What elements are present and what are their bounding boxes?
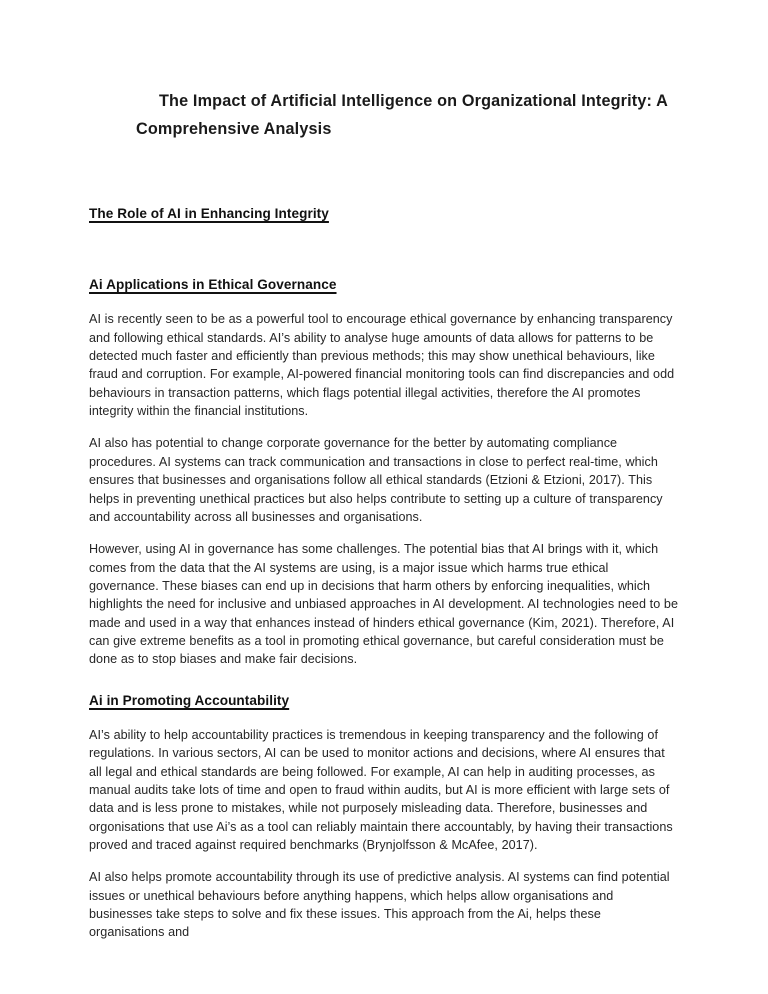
section-heading-ai-applications xyxy=(89,276,678,294)
section-heading-role-of-ai xyxy=(89,205,678,223)
paragraph: AI also has potential to change corporate governance for the better by automating compliance procedures. AI systems can track communication and transactions in close to perfect real-time, which ensures that businesses and organisations follow all ethical standards (Etzioni & Etzioni, 2017). This helps in preventing unethical practices but also helps contribute to setting up a culture of transparency and accountability across all businesses and organisations. xyxy=(89,436,663,524)
paragraph: AI also helps promote accountability through its use of predictive analysis. AI systems can find potential issues or unethical behaviours before anything happens, which helps allow organisations and businesses take steps to solve and fix these issues. This approach from the Ai, helps these organisations and xyxy=(89,870,670,940)
section-heading-ai-applications-text: Ai Applications in Ethical Governance xyxy=(89,277,337,293)
document-content-column xyxy=(89,0,678,942)
section-heading-ai-accountability-text: Ai in Promoting Accountability xyxy=(89,692,290,708)
section-heading-ai-accountability xyxy=(89,692,678,710)
paragraph: AI’s ability to help accountability practices is tremendous in keeping transparency and the following of regulations. In various sectors, AI can be used to monitor actions and decisions, where AI ensures that all legal and ethical standards are being followed. For example, AI can help in auditing processes, as manual audits take lots of time and open to fraud within audits, but AI is more efficient with large sets of data and is less prone to mistakes, while not purposely misleading data. Therefore, businesses and orgonisations that use Ai’s as a tool can reliably maintain there accountably, by having their transactions proved and traced against required benchmarks (Brynjolfsson & McAfee, 2017). xyxy=(89,727,673,852)
section-heading-role-of-ai-text: The Role of AI in Enhancing Integrity xyxy=(89,205,329,221)
paragraph: However, using AI in governance has some challenges. The potential bias that AI brings with it, which comes from the data that the AI systems are using, is a major issue which harms true ethical governance. These biases can end up in decisions that harm others by enforcing inequalities, which highlights the need for inclusive and unbiased approaches in AI development. AI technologies need to be made and used in a way that enhances instead of hinders ethical governance (Kim, 2021). Therefore, AI can give extreme benefits as a tool in promoting ethical governance, but careful consideration must be done as to stop biases and make fair decisions. xyxy=(89,542,679,667)
page-title: The Impact of Artificial Intelligence on Organizational Integrity: A Comprehensive Analysis xyxy=(136,92,668,138)
paragraph: AI is recently seen to be as a powerful tool to encourage ethical governance by enhancing transparency and following ethical standards. AI’s ability to analyse huge amounts of data allows for patterns to be detected much faster and efficiently than previous methods; this may show unethical behaviours, like fraud and corruption. For example, AI-powered financial monitoring tools can find discrepancies and odd behaviours in transaction patterns, which flags potential illegal activities, therefore the AI promotes integrity within the financial institutions. xyxy=(89,312,675,419)
